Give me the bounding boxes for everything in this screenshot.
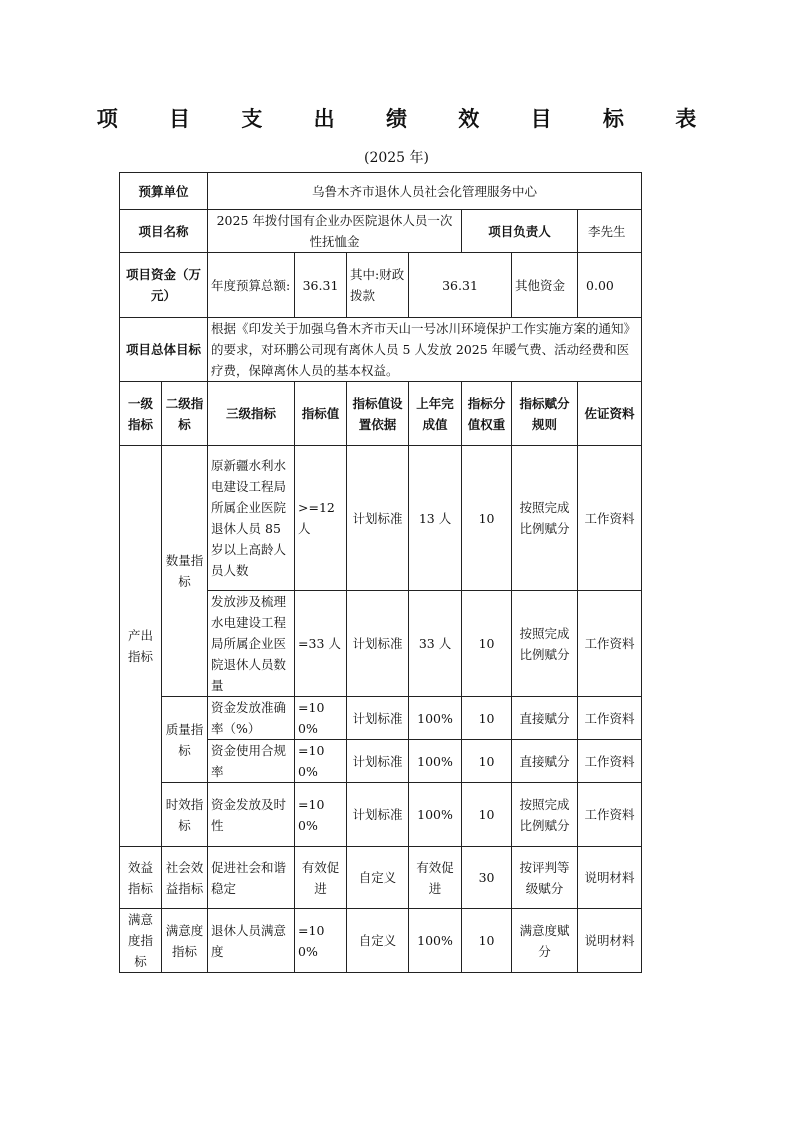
page-year: (2025 年) [363, 150, 429, 166]
level3-indicator: 原新疆水利水电建设工程局所属企业医院退休人员 85 岁以上高龄人员人数 [208, 446, 295, 591]
column-header-row [120, 382, 642, 446]
indicator-weight: 10 [462, 697, 512, 740]
indicator-value: >=12 人 [295, 446, 347, 591]
project-leader-value: 李先生 [578, 210, 642, 253]
column-header: 一级指标 [120, 382, 162, 446]
column-header: 指标值设置依据 [347, 382, 409, 446]
column-header: 指标分值权重 [462, 382, 512, 446]
level3-indicator: 资金发放及时性 [208, 783, 295, 847]
level3-indicator: 退休人员满意度 [208, 909, 295, 973]
budget-unit-value: 乌鲁木齐市退休人员社会化管理服务中心 [208, 173, 642, 210]
goal-label: 项目总体目标 [120, 318, 208, 382]
project-name-row [120, 210, 642, 253]
column-header: 佐证资料 [578, 382, 642, 446]
last-year-value: 100% [409, 740, 462, 783]
table-row [120, 783, 642, 847]
indicator-weight: 10 [462, 446, 512, 591]
level2-indicator: 时效指标 [162, 783, 208, 847]
scoring-rule: 满意度赋分 [512, 909, 578, 973]
indicator-weight: 10 [462, 909, 512, 973]
table-row [120, 446, 642, 591]
indicator-basis: 计划标准 [347, 740, 409, 783]
fiscal-funds-label: 其中:财政拨款 [347, 253, 409, 318]
annual-budget-label: 年度预算总额: [208, 253, 295, 318]
table-row [120, 697, 642, 740]
table-row [120, 909, 642, 973]
indicator-basis: 自定义 [347, 847, 409, 909]
column-header: 三级指标 [208, 382, 295, 446]
indicator-weight: 10 [462, 740, 512, 783]
last-year-value: 13 人 [409, 446, 462, 591]
indicator-value: =100% [295, 783, 347, 847]
scoring-rule: 直接赋分 [512, 740, 578, 783]
evidence: 工作资料 [578, 446, 642, 591]
level3-indicator: 促进社会和谐稳定 [208, 847, 295, 909]
level3-indicator: 发放涉及梳理水电建设工程局所属企业医院退休人员数量 [208, 591, 295, 697]
column-header: 二级指标 [162, 382, 208, 446]
fiscal-funds-value: 36.31 [409, 253, 512, 318]
scoring-rule: 按照完成比例赋分 [512, 783, 578, 847]
project-name-label: 项目名称 [120, 210, 208, 253]
annual-budget-value: 36.31 [295, 253, 347, 318]
other-funds-value: 0.00 [578, 253, 642, 318]
level2-indicator: 社会效益指标 [162, 847, 208, 909]
last-year-value: 100% [409, 697, 462, 740]
indicator-basis: 计划标准 [347, 446, 409, 591]
indicator-value: =100% [295, 697, 347, 740]
last-year-value: 有效促进 [409, 847, 462, 909]
indicator-weight: 10 [462, 783, 512, 847]
level1-indicator: 效益指标 [120, 847, 162, 909]
column-header: 指标赋分规则 [512, 382, 578, 446]
indicator-basis: 计划标准 [347, 697, 409, 740]
scoring-rule: 按照完成比例赋分 [512, 591, 578, 697]
scoring-rule: 按评判等级赋分 [512, 847, 578, 909]
project-goal-row [120, 318, 642, 382]
page-title: 项 目 支 出 绩 效 目 标 表 [96, 107, 719, 131]
level3-indicator: 资金使用合规率 [208, 740, 295, 783]
budget-unit-label: 预算单位 [120, 173, 208, 210]
scoring-rule: 直接赋分 [512, 697, 578, 740]
indicator-weight: 30 [462, 847, 512, 909]
budget-unit-row [120, 173, 642, 210]
indicator-value: =33 人 [295, 591, 347, 697]
table-row [120, 847, 642, 909]
indicator-value: =100% [295, 909, 347, 973]
scoring-rule: 按照完成比例赋分 [512, 446, 578, 591]
goal-value: 根据《印发关于加强乌鲁木齐市天山一号冰川环境保护工作实施方案的通知》的要求，对环鹏公司现有离休人员 5 人发放 2025 年暖气费、活动经费和医疗费，保障离休人员的基本权益。 [208, 318, 642, 382]
indicator-weight: 10 [462, 591, 512, 697]
level2-indicator: 满意度指标 [162, 909, 208, 973]
column-header: 上年完成值 [409, 382, 462, 446]
project-funds-row [120, 253, 642, 318]
evidence: 工作资料 [578, 783, 642, 847]
level2-indicator: 质量指标 [162, 697, 208, 783]
project-name-value: 2025 年拨付国有企业办医院退休人员一次性抚恤金 [208, 210, 462, 253]
evidence: 工作资料 [578, 697, 642, 740]
last-year-value: 100% [409, 909, 462, 973]
indicator-basis: 自定义 [347, 909, 409, 973]
evidence: 说明材料 [578, 847, 642, 909]
level3-indicator: 资金发放准确率（%） [208, 697, 295, 740]
level1-indicator: 满意度指标 [120, 909, 162, 973]
indicator-value: =100% [295, 740, 347, 783]
last-year-value: 100% [409, 783, 462, 847]
column-header: 指标值 [295, 382, 347, 446]
evidence: 说明材料 [578, 909, 642, 973]
performance-target-table [119, 172, 642, 973]
indicator-basis: 计划标准 [347, 783, 409, 847]
evidence: 工作资料 [578, 740, 642, 783]
other-funds-label: 其他资金 [512, 253, 578, 318]
project-leader-label: 项目负责人 [462, 210, 578, 253]
funds-label: 项目资金（万元） [120, 253, 208, 318]
level1-indicator: 产出指标 [120, 446, 162, 847]
level2-indicator: 数量指标 [162, 446, 208, 697]
indicator-basis: 计划标准 [347, 591, 409, 697]
indicator-value: 有效促进 [295, 847, 347, 909]
evidence: 工作资料 [578, 591, 642, 697]
last-year-value: 33 人 [409, 591, 462, 697]
